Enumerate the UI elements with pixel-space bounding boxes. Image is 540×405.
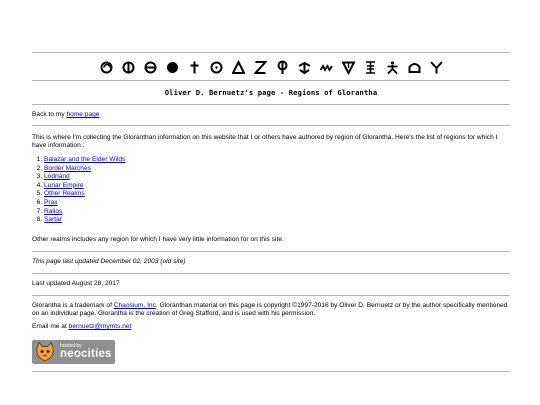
rule-under-last-updated — [32, 295, 510, 296]
bottom-rule — [32, 371, 510, 372]
email-prefix: Email me at — [32, 323, 69, 330]
region-link-prax[interactable]: Prax — [44, 198, 58, 206]
list-item — [44, 199, 125, 208]
region-link-balazar[interactable]: Balazar and the Elder Wilds — [44, 156, 126, 163]
darkness-rune-icon — [166, 60, 179, 75]
chaosium-link[interactable]: Chaosium, Inc — [113, 302, 156, 309]
email-line — [32, 323, 510, 331]
trademark-prefix: Glorantha is a trademark of — [32, 302, 114, 309]
rule-under-back — [32, 125, 510, 126]
air-rune-icon — [210, 60, 223, 75]
rule-under-note — [32, 251, 510, 252]
region-link-lodrland[interactable]: Lodrland — [44, 173, 70, 181]
moon-rune-icon — [100, 60, 113, 75]
neocities-cat-icon — [34, 341, 56, 363]
movement-rune-icon — [320, 60, 333, 75]
list-item — [44, 182, 125, 191]
back-prefix: Back to my — [32, 111, 67, 118]
intro-paragraph: This is where I'm collecting the Gloranthan information on this website that I or others have authored by region of Glorantha. Here's the list of regions for which I have information : — [32, 134, 498, 150]
region-link-ralios[interactable]: Ralios — [44, 207, 63, 215]
man-rune-icon — [364, 60, 377, 75]
back-line — [32, 111, 510, 119]
home-page-link[interactable]: home page — [66, 111, 100, 118]
trademark-notice — [32, 302, 510, 319]
earth-rune-icon — [408, 60, 421, 75]
fire-rune-icon — [232, 60, 245, 75]
region-link-other-realms[interactable]: Other Realms — [44, 190, 85, 198]
top-rule — [32, 52, 510, 53]
region-link-lunar-empire[interactable]: Lunar Empire — [44, 181, 84, 189]
old-update-note: This page last updated December 02, 2003 (old site) — [32, 258, 186, 265]
rule-under-old-update — [32, 273, 510, 274]
rule-under-title — [32, 104, 510, 105]
trademark-suffix: . Gloranthan material on this page is copyright ©1997-2016 by Oliver D. Bernuetz or by the author specifically mentioned on an individual page. Glorantha is the creation of Greg Stafford, and is used with his permission. — [32, 302, 508, 318]
email-link[interactable]: bernuetz@mymts.net — [68, 323, 132, 330]
list-item — [44, 156, 125, 165]
truth-rune-icon — [254, 60, 267, 75]
region-link-border-marches[interactable]: Border Marches — [44, 164, 91, 172]
region-list — [32, 156, 125, 225]
other-realms-note: Other realms includes any region for which I have very little information for on this site. — [32, 236, 284, 243]
water-rune-icon — [342, 60, 355, 75]
rule-under-runes — [32, 80, 510, 81]
list-item — [44, 173, 125, 182]
chaos-rune-icon — [386, 60, 399, 75]
beast-rune-icon — [276, 60, 289, 75]
badge-text — [60, 344, 112, 361]
badge-neocities: neocities — [60, 347, 112, 360]
badge-hosted-by: hosted by — [60, 342, 82, 349]
last-updated: Last updated August 28, 2017 — [32, 280, 120, 287]
harmony-rune-icon — [298, 60, 311, 75]
page-title: Oliver D. Bernuetz's page - Regions of Glorantha — [164, 88, 378, 97]
list-item — [44, 190, 125, 199]
motion-rune-icon — [430, 60, 443, 75]
law-rune-icon — [122, 60, 135, 75]
region-link-sartar[interactable]: Sartar — [44, 216, 62, 224]
death-rune-icon — [188, 60, 201, 75]
rune-banner — [32, 56, 510, 78]
list-item — [44, 216, 125, 225]
list-item — [44, 208, 125, 217]
stasis-rune-icon — [144, 60, 157, 75]
neocities-badge[interactable] — [32, 340, 115, 364]
list-item — [44, 165, 125, 174]
